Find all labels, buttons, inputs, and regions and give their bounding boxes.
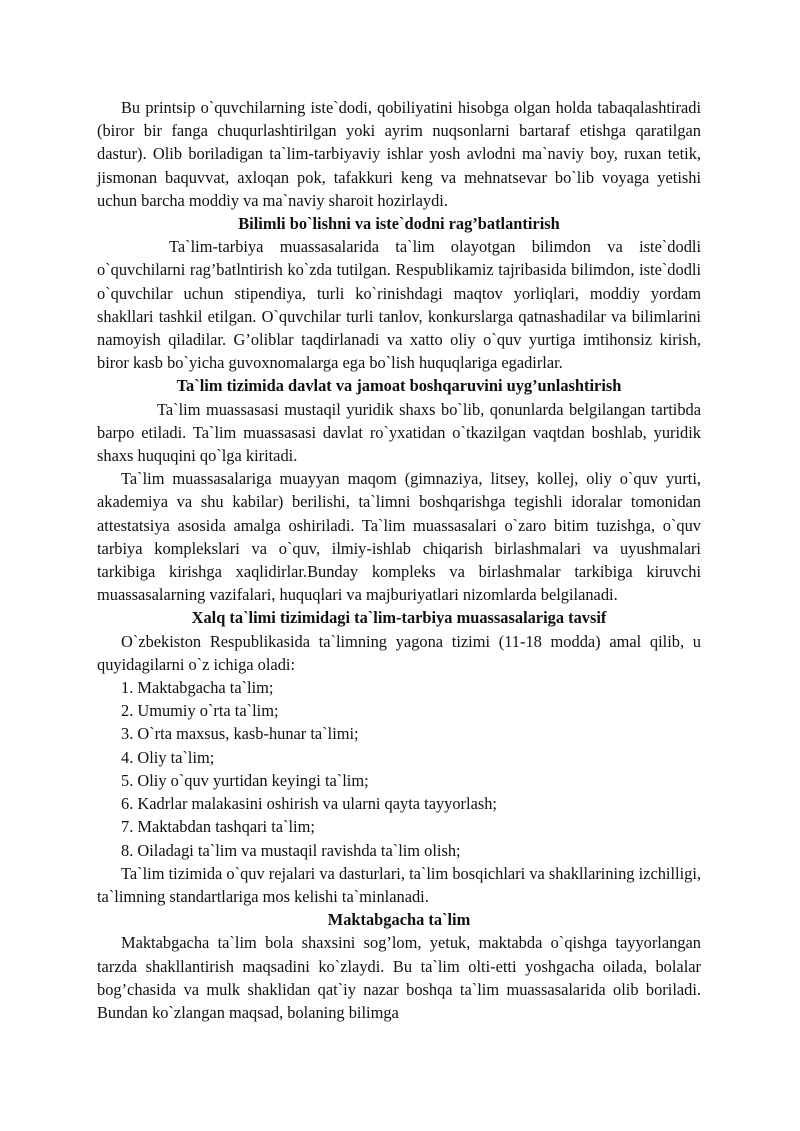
list-item: 4. Oliy ta`lim;: [121, 747, 215, 767]
section-paragraph-governance-2: Ta`lim muassasalariga muayyan maqom (gimnaziya, litsey, kollej, oliy o`quv yurti, akademiya va shu kabilar) berilishi, ta`limni boshqarishga tegishli idoralar tomonidan attestatsiya asosida amalga oshiriladi. Ta`lim muassasalari o`zaro bitim tuzishga, o`quv tarbiya komplekslari va o`quv, ilmiy-ishlab chiqarish birlashmalari va uyushmalari tarkibiga kirishga xaqlidirlar.Bunday kompleks va birlashmalar tarkibiga kiruvchi muassasalarning vazifalari, huquqlari va majburiyatlari nizomlarda belgilanadi.: [97, 469, 701, 605]
section-closing-system: Ta`lim tizimida o`quv rejalari va dasturlari, ta`lim bosqichlari va shakllarining izchilligi, ta`limning standartlariga mos kelishi ta`minlanadi.: [97, 863, 701, 906]
document-page: [97, 96, 701, 1024]
section-heading-governance: Ta`lim tizimida davlat va jamoat boshqaruvini uyg’unlashtirish: [176, 376, 622, 396]
list-item: 6. Kadrlar malakasini oshirish va ularni qayta tayyorlash;: [121, 794, 497, 814]
section-paragraph-system: O`zbekiston Respublikasida ta`limning yagona tizimi (11-18 modda) amal qilib, u quyidagilarni o`z ichiga oladi:: [97, 631, 701, 674]
intro-paragraph: Bu printsip o`quvchilarning iste`dodi, qobiliyatini hisobga olgan holda tabaqalashtiradi (biror bir fanga chuqurlashtirilgan yoki ayrim nuqsonlarni bartaraf etishga qaratilgan dastur). Olib boriladigan ta`lim-tarbiyaviy ishlar yosh avlodni ma`naviy boy, ruxan tetik, jismonan baquvvat, axloqan pok, tafakkuri keng va mehnatsevar bo`lib voyaga yetishi uchun barcha moddiy va ma`naviy sharoit hozirlaydi.: [97, 98, 701, 210]
list-item: 1. Maktabgacha ta`lim;: [121, 678, 274, 698]
list-item: 5. Oliy o`quv yurtidan keyingi ta`lim;: [121, 770, 369, 790]
education-levels-list: [97, 676, 701, 862]
section-heading-talent: Bilimli bo`lishni va iste`dodni rag’batlantirish: [238, 214, 560, 234]
list-item: 7. Maktabdan tashqari ta`lim;: [121, 817, 315, 837]
list-item: 2. Umumiy o`rta ta`lim;: [121, 701, 279, 721]
section-heading-system: Xalq ta`limi tizimidagi ta`lim-tarbiya muassasalariga tavsif: [191, 608, 607, 628]
list-item: 8. Oiladagi ta`lim va mustaqil ravishda ta`lim olish;: [121, 840, 461, 860]
section-paragraph-preschool: Maktabgacha ta`lim bola shaxsini sog’lom, yetuk, maktabda o`qishga tayyorlangan tarzda shakllantirish maqsadini ko`zlaydi. Bu ta`lim olti-etti yoshgacha oilada, bolalar bog’chasida va mulk shaklidan qat`iy nazar boshqa ta`lim muassasalarida olib boriladi. Bundan ko`zlangan maqsad, bolaning bilimga: [97, 933, 701, 1022]
section-paragraph-talent: Ta`lim-tarbiya muassasalarida ta`lim olayotgan bilimdon va iste`dodli o`quvchilarni rag’batlntirish ko`zda tutilgan. Respublikamiz tajribasida bilimdon, iste`dodli o`quvchilar uchun stipendiya, turli ko`rinishdagi maqtov yorliqlari, moddiy yordam shakllari tashkil etilgan. O`quvchilar turli tanlov, konkurslarga qatnashadilar va bilimlarini namoyish qiladilar. G’oliblar taqdirlanadi va xatto oliy o`quv yurtiga imtihonsiz kirish, biror kasb bo`yicha guvoxnomalarga ega bo`lish huquqlariga egadirlar.: [97, 237, 701, 373]
section-paragraph-governance-1: Ta`lim muassasasi mustaqil yuridik shaxs bo`lib, qonunlarda belgilangan tartibda barpo etiladi. Ta`lim muassasasi davlat ro`yxatidan o`tkazilgan vaqtdan boshlab, yuridik shaxs huquqini qo`lga kiritadi.: [97, 399, 701, 466]
list-item: 3. O`rta maxsus, kasb-hunar ta`limi;: [121, 724, 359, 744]
section-heading-preschool: Maktabgacha ta`lim: [327, 910, 471, 930]
